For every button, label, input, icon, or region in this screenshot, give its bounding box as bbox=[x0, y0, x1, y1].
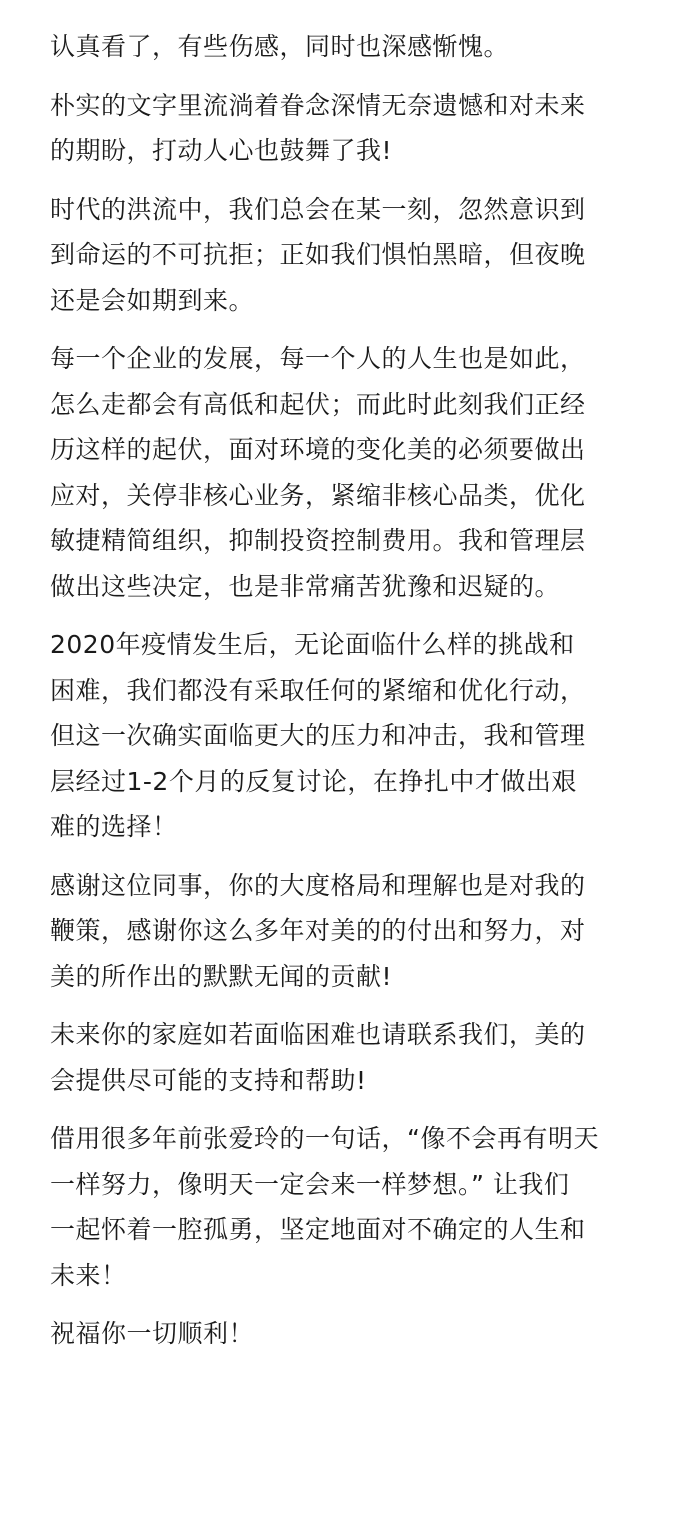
text-line: 未来你的家庭如若面临困难也请联系我们，美的 bbox=[50, 1020, 586, 1049]
text-line: 层经过1-2个月的反复讨论，在挣扎中才做出艰 bbox=[50, 766, 577, 796]
text-line: 美的所作出的默默无闻的贡献! bbox=[50, 961, 393, 991]
text-line: 难的选择！ bbox=[50, 812, 178, 841]
text-line: 到命运的不可抗拒；正如我们惧怕黑暗，但夜晚 bbox=[50, 240, 586, 269]
text-line: 祝福你一切顺利！ bbox=[50, 1319, 255, 1348]
paragraph-4 bbox=[50, 336, 650, 609]
text-line: 时代的洪流中，我们总会在某一刻，忽然意识到 bbox=[50, 194, 586, 224]
text-line: 的期盼，打动人心也鼓舞了我! bbox=[50, 136, 393, 165]
text-line: 会提供尽可能的支持和帮助! bbox=[50, 1065, 367, 1095]
text-line: 借用很多年前张爱玲的一句话，“像不会再有明天 bbox=[50, 1124, 599, 1153]
text-line: 认真看了，有些伤感，同时也深感惭愧。 bbox=[50, 32, 510, 61]
text-line: 但这一次确实面临更大的压力和冲击，我和管理 bbox=[50, 721, 586, 750]
paragraph-2 bbox=[50, 83, 650, 174]
paragraph-8 bbox=[50, 1116, 650, 1298]
paragraph-6 bbox=[50, 863, 650, 1000]
text-line: 一样努力，像明天一定会来一样梦想。” 让我们 bbox=[50, 1169, 570, 1199]
text-line: 鞭策，感谢你这么多年对美的的付出和努力，对 bbox=[50, 916, 586, 945]
text-line: 做出这些决定，也是非常痛苦犹豫和迟疑的。 bbox=[50, 571, 561, 601]
paragraph-7 bbox=[50, 1012, 650, 1103]
paragraph-5 bbox=[50, 622, 650, 850]
text-line: 未来！ bbox=[50, 1260, 127, 1290]
text-line: 历这样的起伏，面对环境的变化美的必须要做出 bbox=[50, 435, 586, 464]
paragraph-1 bbox=[50, 24, 650, 70]
text-line: 应对，关停非核心业务，紧缩非核心品类，优化 bbox=[50, 480, 586, 510]
text-line: 2020年疫情发生后，无论面临什么样的挑战和 bbox=[50, 630, 575, 659]
paragraph-3 bbox=[50, 187, 650, 324]
text-line: 一起怀着一腔孤勇，坚定地面对不确定的人生和 bbox=[50, 1215, 586, 1244]
text-line: 每一个企业的发展，每一个人的人生也是如此， bbox=[50, 344, 586, 373]
text-line: 朴实的文字里流淌着眷念深情无奈遗憾和对未来 bbox=[50, 90, 586, 120]
text-line: 困难，我们都没有采取任何的紧缩和优化行动， bbox=[50, 675, 586, 705]
text-line: 感谢这位同事，你的大度格局和理解也是对我的 bbox=[50, 870, 586, 900]
text-line: 还是会如期到来。 bbox=[50, 285, 255, 315]
text-line: 敏捷精简组织，抑制投资控制费用。我和管理层 bbox=[50, 526, 586, 555]
text-line: 怎么走都会有高低和起伏；而此时此刻我们正经 bbox=[50, 389, 586, 419]
paragraph-9 bbox=[50, 1311, 650, 1357]
